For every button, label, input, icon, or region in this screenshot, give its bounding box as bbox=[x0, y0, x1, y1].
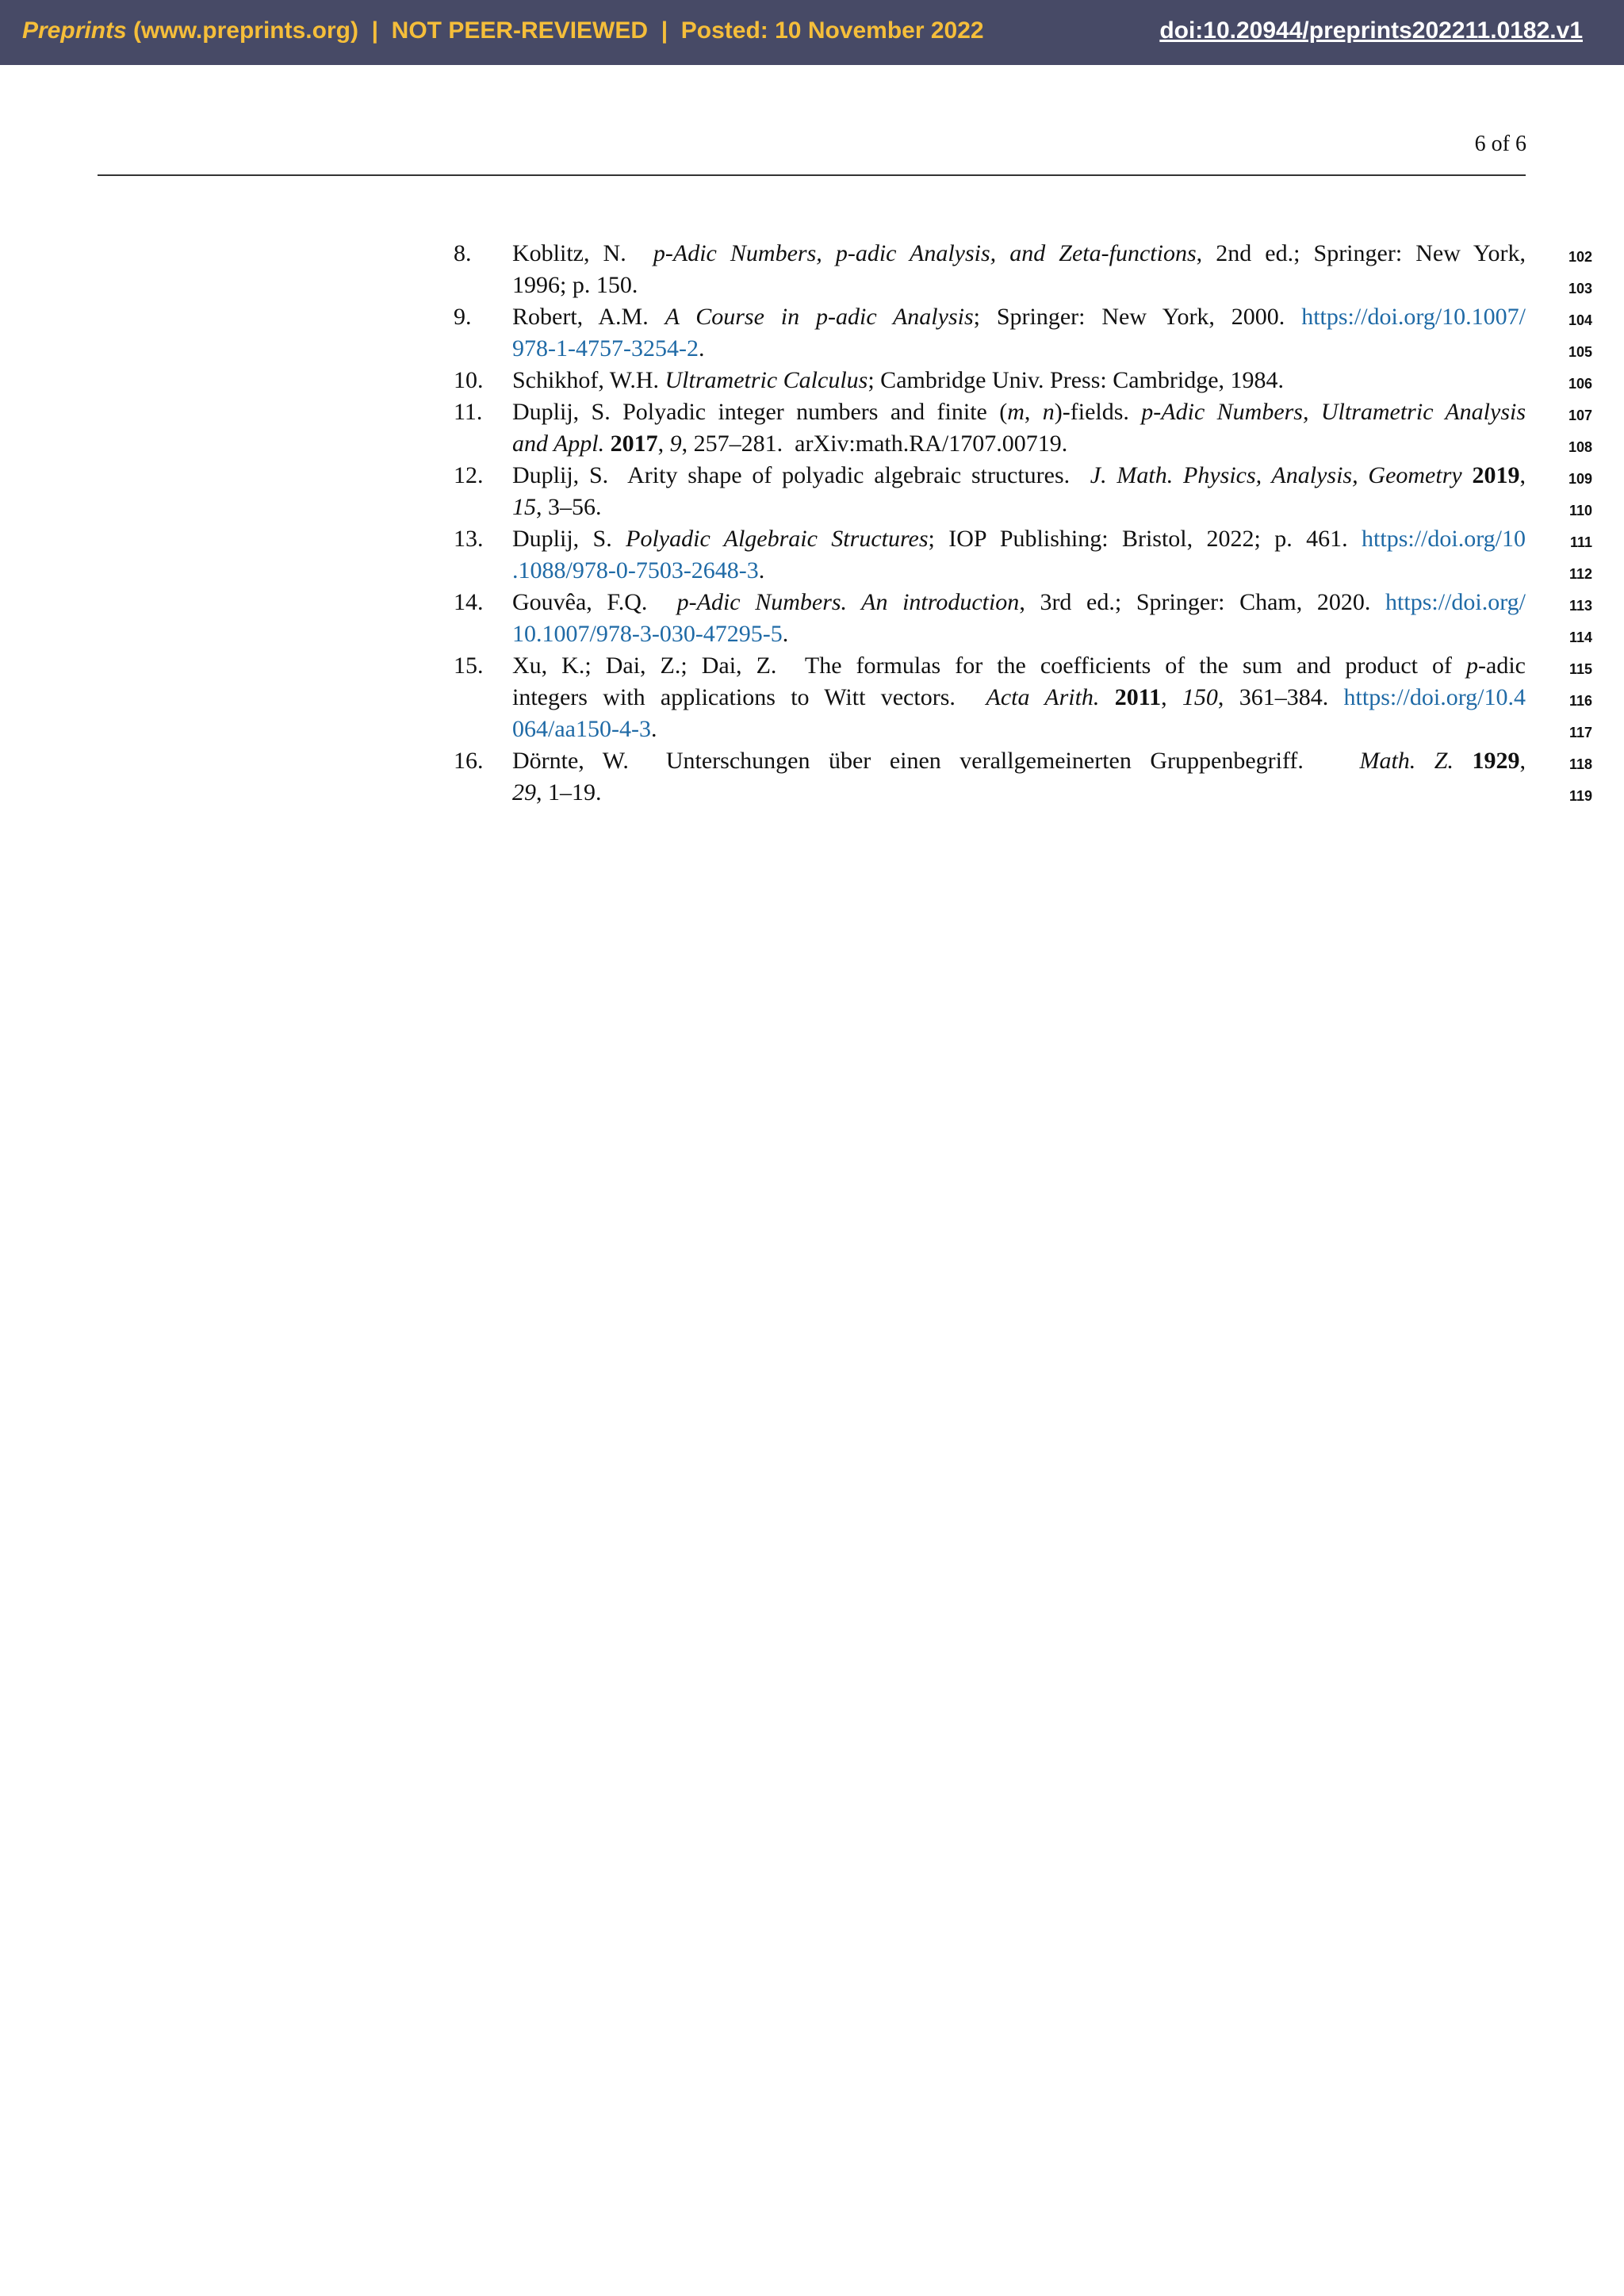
reference-line bbox=[512, 492, 1592, 523]
reference-line bbox=[512, 365, 1592, 396]
text-run: , 2nd ed.; Springer: New York, bbox=[1196, 240, 1526, 266]
reference-line bbox=[512, 745, 1592, 777]
text-run: Robert, A.M. bbox=[512, 304, 665, 330]
line-number: 119 bbox=[1568, 788, 1592, 804]
reference-line bbox=[512, 650, 1592, 682]
line-number: 115 bbox=[1568, 661, 1592, 677]
italic-text: 150 bbox=[1182, 684, 1218, 710]
bold-text: 2011 bbox=[1114, 684, 1162, 710]
text-run: Xu, K.; Dai, Z.; Dai, Z. The formulas for the coefficients of the sum and product of bbox=[512, 652, 1467, 679]
text-run: , 257–281. arXiv:math.RA/1707.00719. bbox=[681, 430, 1068, 457]
italic-text: n bbox=[1042, 399, 1055, 425]
reference-item bbox=[454, 238, 1592, 301]
reference-number: 11. bbox=[454, 399, 483, 425]
reference-item bbox=[454, 587, 1592, 650]
text-run: . bbox=[698, 335, 705, 362]
text-run: , 3–56. bbox=[536, 494, 602, 520]
line-number: 108 bbox=[1568, 439, 1592, 455]
preprint-banner bbox=[0, 0, 1624, 65]
banner-doi-link[interactable]: doi:10.20944/preprints202211.0182.v1 bbox=[1159, 17, 1583, 44]
reference-item bbox=[454, 365, 1592, 396]
reference-line bbox=[512, 238, 1592, 270]
text-run: , bbox=[1161, 684, 1182, 710]
text-run bbox=[1099, 684, 1114, 710]
doi-link[interactable]: 978-1-4757-3254-2 bbox=[512, 335, 699, 362]
italic-text: p bbox=[1466, 652, 1479, 679]
doi-link[interactable]: https://doi.org/ bbox=[1385, 589, 1526, 615]
italic-text: p-Adic Numbers. An introduction bbox=[676, 589, 1020, 615]
reference-line bbox=[512, 777, 1592, 809]
reference-line bbox=[512, 396, 1592, 428]
banner-brand: Preprints bbox=[22, 17, 127, 44]
line-number: 118 bbox=[1568, 756, 1592, 772]
reference-text bbox=[512, 396, 1592, 460]
reference-text bbox=[512, 460, 1592, 523]
doi-link[interactable]: https://doi.org/10.4 bbox=[1343, 684, 1526, 710]
text-run: Dörnte, W. Unterschungen über einen verallgemeinerten Gruppenbegriff. bbox=[512, 748, 1360, 774]
text-run: Schikhof, W.H. bbox=[512, 367, 665, 393]
reference-line bbox=[512, 270, 1592, 301]
reference-item bbox=[454, 460, 1592, 523]
line-number: 106 bbox=[1568, 376, 1592, 392]
italic-text: J. Math. Physics, Analysis, Geometry bbox=[1090, 462, 1462, 488]
text-run bbox=[1462, 462, 1473, 488]
text-run: Gouvêa, F.Q. bbox=[512, 589, 677, 615]
text-run: Duplij, S. Arity shape of polyadic algebraic structures. bbox=[512, 462, 1090, 488]
text-run bbox=[1454, 748, 1473, 774]
text-run: Duplij, S. Polyadic integer numbers and finite ( bbox=[512, 399, 1008, 425]
italic-text: p-Adic Numbers, p-adic Analysis, and Zeta-functions bbox=[653, 240, 1197, 266]
reference-number: 13. bbox=[454, 526, 484, 552]
reference-text bbox=[512, 365, 1592, 396]
line-number: 117 bbox=[1568, 725, 1592, 740]
text-run: Koblitz, N. bbox=[512, 240, 653, 266]
line-number: 114 bbox=[1568, 629, 1592, 645]
bold-text: 1929 bbox=[1472, 748, 1520, 774]
italic-text: 9 bbox=[669, 430, 682, 457]
text-run: ; IOP Publishing: Bristol, 2022; p. 461. bbox=[928, 526, 1362, 552]
reference-number: 12. bbox=[454, 462, 484, 488]
doi-link[interactable]: 064/aa150-4-3 bbox=[512, 716, 651, 742]
italic-text: m bbox=[1007, 399, 1025, 425]
reference-item bbox=[454, 396, 1592, 460]
text-run bbox=[604, 430, 611, 457]
reference-line bbox=[512, 682, 1592, 714]
reference-line bbox=[512, 523, 1592, 555]
reference-text bbox=[512, 745, 1592, 809]
reference-text bbox=[512, 523, 1592, 587]
italic-text: 29 bbox=[512, 779, 536, 806]
text-run: 1996; p. 150. bbox=[512, 272, 638, 298]
line-number: 116 bbox=[1568, 693, 1592, 709]
reference-line bbox=[512, 618, 1592, 650]
line-number: 110 bbox=[1568, 503, 1592, 519]
doi-link[interactable]: 10.1007/978-3-030-47295-5 bbox=[512, 621, 783, 647]
reference-line bbox=[512, 333, 1592, 365]
text-run: , bbox=[1024, 399, 1043, 425]
line-number: 104 bbox=[1568, 312, 1592, 328]
reference-number: 10. bbox=[454, 367, 484, 393]
line-number: 109 bbox=[1568, 471, 1592, 487]
italic-text: Polyadic Algebraic Structures bbox=[626, 526, 929, 552]
italic-text: A Course in p-adic Analysis bbox=[665, 304, 974, 330]
reference-number: 15. bbox=[454, 652, 484, 679]
reference-line bbox=[512, 555, 1592, 587]
reference-item bbox=[454, 301, 1592, 365]
reference-text bbox=[512, 587, 1592, 650]
reference-text bbox=[512, 650, 1592, 745]
doi-link[interactable]: .1088/978-0-7503-2648-3 bbox=[512, 557, 759, 584]
line-number: 107 bbox=[1568, 408, 1592, 423]
italic-text: p-Adic Numbers, Ultrametric Analysis bbox=[1141, 399, 1526, 425]
text-run: , 1–19. bbox=[536, 779, 602, 806]
text-run: )-fields. bbox=[1054, 399, 1142, 425]
italic-text: 15 bbox=[512, 494, 536, 520]
text-run: , bbox=[1519, 462, 1526, 488]
reference-number: 14. bbox=[454, 589, 484, 615]
text-run: , bbox=[1519, 748, 1526, 774]
header-rule bbox=[98, 174, 1526, 176]
line-number: 103 bbox=[1568, 281, 1592, 297]
reference-number: 16. bbox=[454, 748, 484, 774]
reference-number: 9. bbox=[454, 304, 472, 330]
italic-text: Acta Arith. bbox=[986, 684, 1100, 710]
reference-line bbox=[512, 587, 1592, 618]
text-run: -adic bbox=[1478, 652, 1526, 679]
line-number: 105 bbox=[1568, 344, 1592, 360]
text-run: , bbox=[657, 430, 670, 457]
text-run: integers with applications to Witt vectors. bbox=[512, 684, 986, 710]
reference-line bbox=[512, 714, 1592, 745]
reference-line bbox=[512, 460, 1592, 492]
reference-text bbox=[512, 301, 1592, 365]
text-run: Duplij, S. bbox=[512, 526, 626, 552]
reference-item bbox=[454, 650, 1592, 745]
italic-text: Ultrametric Calculus bbox=[665, 367, 868, 393]
text-run: , 3rd ed.; Springer: Cham, 2020. bbox=[1019, 589, 1386, 615]
text-run: . bbox=[782, 621, 789, 647]
reference-line bbox=[512, 428, 1592, 460]
line-number: 111 bbox=[1569, 534, 1592, 550]
italic-text: Math. Z. bbox=[1359, 748, 1454, 774]
banner-posting-info bbox=[22, 17, 984, 44]
reference-item bbox=[454, 523, 1592, 587]
italic-text: and Appl. bbox=[512, 430, 605, 457]
reference-line bbox=[512, 301, 1592, 333]
bold-text: 2017 bbox=[610, 430, 658, 457]
line-number: 112 bbox=[1568, 566, 1592, 582]
bold-text: 2019 bbox=[1472, 462, 1520, 488]
line-number: 113 bbox=[1568, 598, 1592, 614]
reference-number: 8. bbox=[454, 240, 472, 266]
text-run: . bbox=[650, 716, 657, 742]
reference-text bbox=[512, 238, 1592, 301]
text-run: . bbox=[758, 557, 765, 584]
doi-link[interactable]: https://doi.org/10.1007/ bbox=[1301, 304, 1526, 330]
reference-list bbox=[454, 238, 1592, 809]
text-run: ; Cambridge Univ. Press: Cambridge, 1984. bbox=[868, 367, 1285, 393]
page-number: 6 of 6 bbox=[1474, 132, 1526, 156]
line-number: 102 bbox=[1568, 249, 1592, 265]
text-run: , 361–384. bbox=[1217, 684, 1344, 710]
doi-link[interactable]: https://doi.org/10 bbox=[1362, 526, 1526, 552]
text-run: ; Springer: New York, 2000. bbox=[973, 304, 1302, 330]
banner-status: (www.preprints.org) | NOT PEER-REVIEWED | Posted: 10 November 2022 bbox=[126, 17, 984, 44]
reference-item bbox=[454, 745, 1592, 809]
